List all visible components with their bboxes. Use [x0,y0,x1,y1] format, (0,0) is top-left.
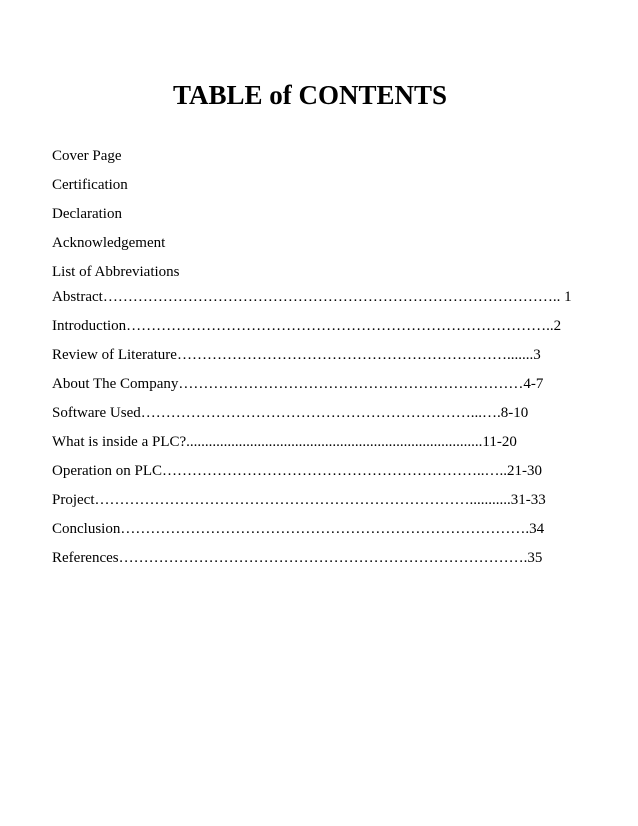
toc-item-acknowledgement: Acknowledgement [52,235,166,251]
page-title: TABLE of CONTENTS [172,80,448,110]
toc-entry-references: References……………………………………………………………………….35 [52,550,543,566]
toc-entry-about-the-company: About The Company……………………………………………………………4-7 [52,376,544,392]
toc-entry-what-is-inside-a-plc: What is inside a PLC?...............................................................................11-20 [52,434,517,450]
toc-item-certification: Certification [52,177,128,193]
toc-entry-abstract: Abstract……………………………………………………………………………….. 1 [52,289,572,305]
toc-entry-operation-on-plc: Operation on PLC………………………………………………………..…..21-30 [52,463,542,479]
toc-entry-conclusion: Conclusion……………………………………………………………………….34 [52,521,545,537]
toc-item-declaration: Declaration [52,206,122,222]
toc-entry-software-used: Software Used…………………………………………………………...….8-10 [52,405,529,421]
toc-entry-introduction: Introduction…………………………………………………………………………..2 [52,318,562,334]
toc-item-list-of-abbreviations: List of Abbreviations [52,264,180,280]
front-matter-list [52,142,180,287]
toc-entry-project: Project…………………………………………………………………...........31-33 [52,492,546,508]
toc-entry-review-of-literature: Review of Literature………………………………………………………….......3 [52,347,541,363]
toc-entries-list [52,283,572,573]
toc-item-cover-page: Cover Page [52,148,122,164]
